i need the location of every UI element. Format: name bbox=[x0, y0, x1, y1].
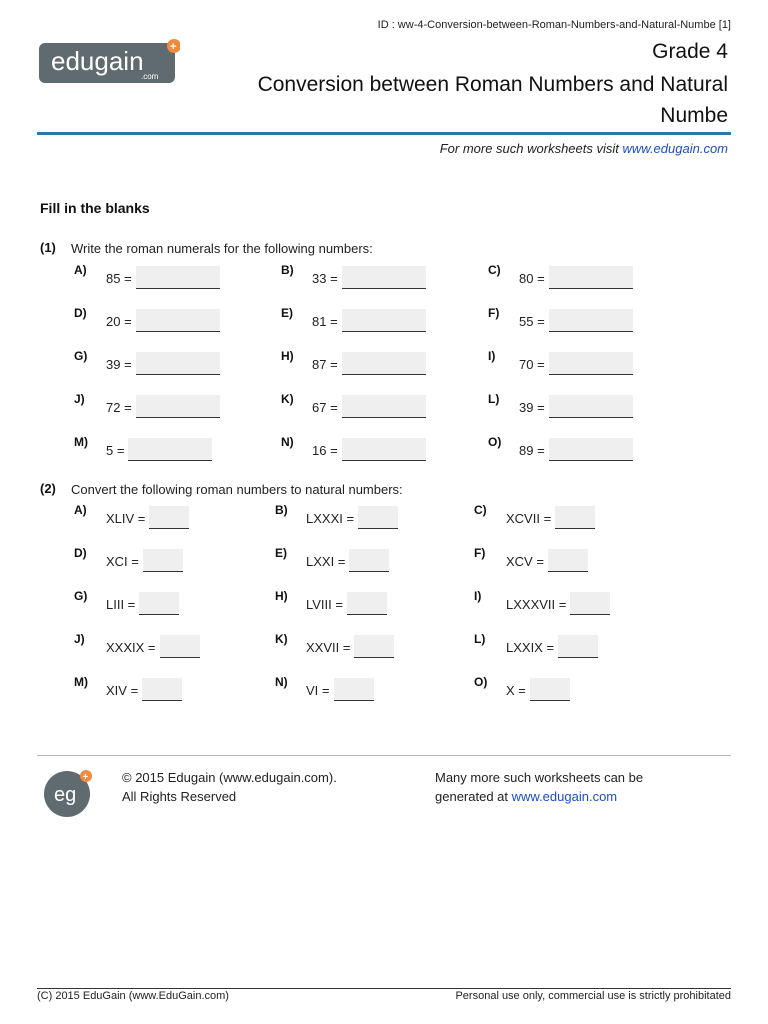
q1-item-expression: 55 = bbox=[519, 314, 545, 329]
answer-blank[interactable] bbox=[555, 506, 595, 529]
section-title: Fill in the blanks bbox=[40, 200, 150, 216]
q1-item bbox=[519, 352, 633, 375]
q2-item bbox=[506, 678, 570, 701]
answer-blank[interactable] bbox=[342, 352, 426, 375]
answer-blank[interactable] bbox=[136, 266, 220, 289]
q1-item bbox=[106, 395, 220, 418]
q1-item-label: G) bbox=[74, 349, 88, 363]
question-2-number: (2) bbox=[40, 481, 56, 496]
q2-item-label: B) bbox=[275, 503, 288, 517]
q2-item-expression: XIV = bbox=[106, 683, 139, 698]
q2-item bbox=[506, 635, 598, 658]
q2-item bbox=[506, 549, 588, 572]
q2-item bbox=[306, 678, 374, 701]
q1-item bbox=[106, 438, 212, 461]
q2-item-expression: LXXXI = bbox=[306, 511, 355, 526]
q1-item-expression: 20 = bbox=[106, 314, 132, 329]
answer-blank[interactable] bbox=[549, 266, 633, 289]
answer-blank[interactable] bbox=[349, 549, 389, 572]
q1-item bbox=[312, 266, 426, 289]
edugain-logo bbox=[39, 39, 180, 84]
answer-blank[interactable] bbox=[142, 678, 182, 701]
q1-item bbox=[519, 309, 633, 332]
q2-item bbox=[106, 592, 179, 615]
q1-item-label: O) bbox=[488, 435, 502, 449]
answer-blank[interactable] bbox=[136, 352, 220, 375]
q1-item-expression: 16 = bbox=[312, 443, 338, 458]
footer-more-prefix: generated at bbox=[435, 789, 512, 804]
q1-item bbox=[312, 309, 426, 332]
q1-item-expression: 89 = bbox=[519, 443, 545, 458]
copyright-line-2: All Rights Reserved bbox=[122, 789, 237, 804]
more-worksheets-text: For more such worksheets visit bbox=[439, 141, 623, 156]
q1-item-expression: 39 = bbox=[519, 400, 545, 415]
q2-item-label: J) bbox=[74, 632, 85, 646]
footer-more-line-2 bbox=[435, 787, 643, 806]
eg-logo bbox=[43, 768, 95, 818]
q2-item bbox=[506, 506, 595, 529]
answer-blank[interactable] bbox=[549, 438, 633, 461]
q1-item-expression: 81 = bbox=[312, 314, 338, 329]
answer-blank[interactable] bbox=[342, 266, 426, 289]
footer-edugain-link[interactable]: www.edugain.com bbox=[511, 789, 618, 804]
document-id: ID : ww-4-Conversion-between-Roman-Numbers-and-Natural-Numbe [1] bbox=[377, 19, 731, 31]
worksheet-title: Conversion between Roman Numbers and Natural Numbe bbox=[257, 73, 728, 127]
answer-blank[interactable] bbox=[570, 592, 610, 615]
q2-item-label: D) bbox=[74, 546, 87, 560]
answer-blank[interactable] bbox=[354, 635, 394, 658]
q2-item-expression: VI = bbox=[306, 683, 330, 698]
answer-blank[interactable] bbox=[149, 506, 189, 529]
answer-blank[interactable] bbox=[358, 506, 398, 529]
q1-item bbox=[106, 309, 220, 332]
q2-item-label: N) bbox=[275, 675, 288, 689]
q2-item-label: A) bbox=[74, 503, 87, 517]
q2-item-label: O) bbox=[474, 675, 488, 689]
copyright-line-1: © 2015 Edugain (www.edugain.com). bbox=[122, 770, 337, 785]
q1-item-expression: 70 = bbox=[519, 357, 545, 372]
q1-item bbox=[312, 438, 426, 461]
answer-blank[interactable] bbox=[136, 395, 220, 418]
q2-item-expression: XCI = bbox=[106, 554, 139, 569]
q2-item-label: C) bbox=[474, 503, 487, 517]
q1-item-label: J) bbox=[74, 392, 85, 406]
q2-item-label: H) bbox=[275, 589, 288, 603]
q2-item-expression: X = bbox=[506, 683, 526, 698]
q1-item-label: L) bbox=[488, 392, 500, 406]
answer-blank[interactable] bbox=[342, 309, 426, 332]
q1-item-label: K) bbox=[281, 392, 294, 406]
header-divider bbox=[37, 132, 731, 135]
q1-item-expression: 85 = bbox=[106, 271, 132, 286]
answer-blank[interactable] bbox=[549, 352, 633, 375]
q2-item-label: E) bbox=[275, 546, 287, 560]
edugain-link[interactable]: www.edugain.com bbox=[622, 141, 728, 156]
answer-blank[interactable] bbox=[139, 592, 179, 615]
q2-item-expression: XCV = bbox=[506, 554, 544, 569]
footer-more-line-1: Many more such worksheets can be bbox=[435, 770, 644, 785]
page-footer-divider bbox=[37, 988, 731, 989]
q2-item bbox=[306, 635, 394, 658]
q2-item-expression: XXVII = bbox=[306, 640, 351, 655]
q2-item bbox=[306, 506, 398, 529]
q2-item-expression: LXXXVII = bbox=[506, 597, 567, 612]
q2-item bbox=[506, 592, 610, 615]
q1-item-label: M) bbox=[74, 435, 88, 449]
answer-blank[interactable] bbox=[334, 678, 374, 701]
answer-blank[interactable] bbox=[558, 635, 598, 658]
q2-item bbox=[306, 549, 389, 572]
answer-blank[interactable] bbox=[530, 678, 570, 701]
q2-item-expression: LXXIX = bbox=[506, 640, 555, 655]
q1-item bbox=[312, 352, 426, 375]
page-footer-left: (C) 2015 EduGain (www.EduGain.com) bbox=[37, 990, 229, 1002]
q1-item-expression: 72 = bbox=[106, 400, 132, 415]
answer-blank[interactable] bbox=[549, 309, 633, 332]
q2-item bbox=[106, 549, 183, 572]
q2-item bbox=[106, 506, 189, 529]
q1-item-label: C) bbox=[488, 263, 501, 277]
q2-item-label: M) bbox=[74, 675, 88, 689]
answer-blank[interactable] bbox=[548, 549, 588, 572]
q2-item-expression: LXXI = bbox=[306, 554, 346, 569]
q1-item-label: A) bbox=[74, 263, 87, 277]
q1-item bbox=[106, 352, 220, 375]
answer-blank[interactable] bbox=[143, 549, 183, 572]
footer-more-block bbox=[435, 768, 643, 806]
answer-blank[interactable] bbox=[128, 438, 212, 461]
q1-item-expression: 33 = bbox=[312, 271, 338, 286]
q2-item-expression: XLIV = bbox=[106, 511, 146, 526]
q1-item-expression: 39 = bbox=[106, 357, 132, 372]
q2-item-label: F) bbox=[474, 546, 486, 560]
q1-item-expression: 5 = bbox=[106, 443, 125, 458]
q2-item bbox=[306, 592, 387, 615]
q1-item-label: D) bbox=[74, 306, 87, 320]
q1-item bbox=[106, 266, 220, 289]
q1-item-expression: 67 = bbox=[312, 400, 338, 415]
q2-item bbox=[106, 635, 200, 658]
logo-sub-text: .com bbox=[141, 72, 159, 81]
q1-item bbox=[519, 438, 633, 461]
question-2-text: Convert the following roman numbers to natural numbers: bbox=[71, 482, 403, 497]
q1-item-label: H) bbox=[281, 349, 294, 363]
copyright-block bbox=[122, 768, 337, 806]
eg-logo-text: eg bbox=[54, 784, 77, 806]
q2-item-expression: XCVII = bbox=[506, 511, 552, 526]
question-1-number: (1) bbox=[40, 240, 56, 255]
q2-item-expression: XXXIX = bbox=[106, 640, 156, 655]
q2-item bbox=[106, 678, 182, 701]
q2-item-label: K) bbox=[275, 632, 288, 646]
q2-item-expression: LIII = bbox=[106, 597, 136, 612]
q1-item-label: E) bbox=[281, 306, 293, 320]
eg-logo-plus-glyph: + bbox=[82, 772, 89, 783]
logo-plus-glyph: + bbox=[170, 41, 177, 53]
answer-blank[interactable] bbox=[549, 395, 633, 418]
question-1-text: Write the roman numerals for the following numbers: bbox=[71, 241, 373, 256]
q1-item bbox=[519, 395, 633, 418]
q1-item bbox=[312, 395, 426, 418]
q2-item-label: L) bbox=[474, 632, 486, 646]
answer-blank[interactable] bbox=[136, 309, 220, 332]
q1-item-label: F) bbox=[488, 306, 500, 320]
q1-item-label: I) bbox=[488, 349, 496, 363]
answer-blank[interactable] bbox=[160, 635, 200, 658]
logo-text: edugain bbox=[51, 46, 144, 76]
grade-label: Grade 4 bbox=[652, 40, 728, 63]
page-footer-right: Personal use only, commercial use is strictly prohibitated bbox=[455, 990, 731, 1002]
q1-item bbox=[519, 266, 633, 289]
q1-item-expression: 87 = bbox=[312, 357, 338, 372]
q1-item-expression: 80 = bbox=[519, 271, 545, 286]
q1-item-label: N) bbox=[281, 435, 294, 449]
q2-item-label: G) bbox=[74, 589, 88, 603]
answer-blank[interactable] bbox=[347, 592, 387, 615]
answer-blank[interactable] bbox=[342, 395, 426, 418]
q2-item-expression: LVIII = bbox=[306, 597, 343, 612]
q2-item-label: I) bbox=[474, 589, 482, 603]
answer-blank[interactable] bbox=[342, 438, 426, 461]
footer-divider bbox=[37, 755, 731, 756]
more-worksheets-line bbox=[440, 141, 728, 156]
q1-item-label: B) bbox=[281, 263, 294, 277]
